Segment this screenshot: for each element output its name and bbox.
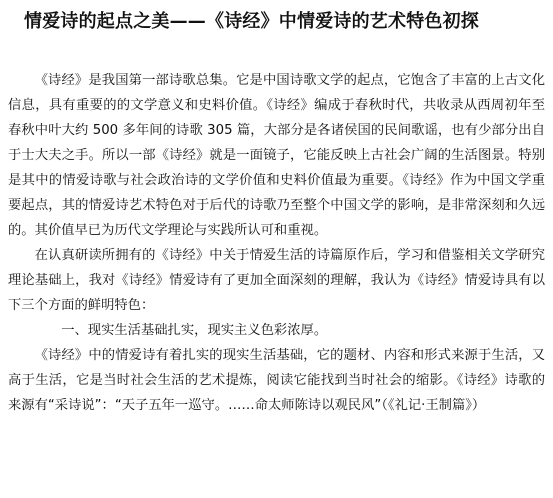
section-paragraph: 《诗经》中的情爱诗有着扎实的现实生活基础，它的题材、内容和形式来源于生活，又高于生活，它是当时社会生活的艺术提炼，阅读它能找到当时社会的缩影。《诗经》诗歌的来源有“采诗说”：“天子五年一巡守。……命太师陈诗以观民风”（《礼记·王制篇》） bbox=[8, 348, 545, 413]
document-title: 情爱诗的起点之美——《诗经》中情爱诗的艺术特色初探 bbox=[24, 11, 479, 32]
second-paragraph: 在认真研读所拥有的《诗经》中关于情爱生活的诗篇原作后，学习和借鉴相关文学研究理论基础上，我对《诗经》情爱诗有了更加全面深刻的理解，我认为《诗经》情爱诗具有以下三个方面的鲜明特色： bbox=[8, 248, 545, 313]
section-heading-text: 一、现实生活基础扎实，现实主义色彩浓厚。 bbox=[61, 323, 328, 338]
intro-paragraph: 《诗经》是我国第一部诗歌总集。它是中国诗歌文学的起点，它饱含了丰富的上古文化信息，具有重要的的文学意义和史料价值。《诗经》编成于春秋时代，共收录从西周初年至春秋中叶大约 500 多年间的诗歌 305 篇，大部分是各诸侯国的民间歌谣，也有少部分出自于士大夫之手。所以一部《诗经》就是一面镜子，它能反映上古社会广阔的生活图景。特别是其中的情爱诗歌与社会政治诗的文学价值和史料价值最为重要。《诗经》作为中国文学重要起点，其的情爱诗艺术特色对于后代的诗歌乃至整个中国文学的影响，是非常深刻和久远的。其价值早已为历代文学理论与实践所认可和重视。 bbox=[8, 73, 545, 238]
section-heading bbox=[8, 318, 545, 343]
document-body bbox=[8, 68, 545, 418]
